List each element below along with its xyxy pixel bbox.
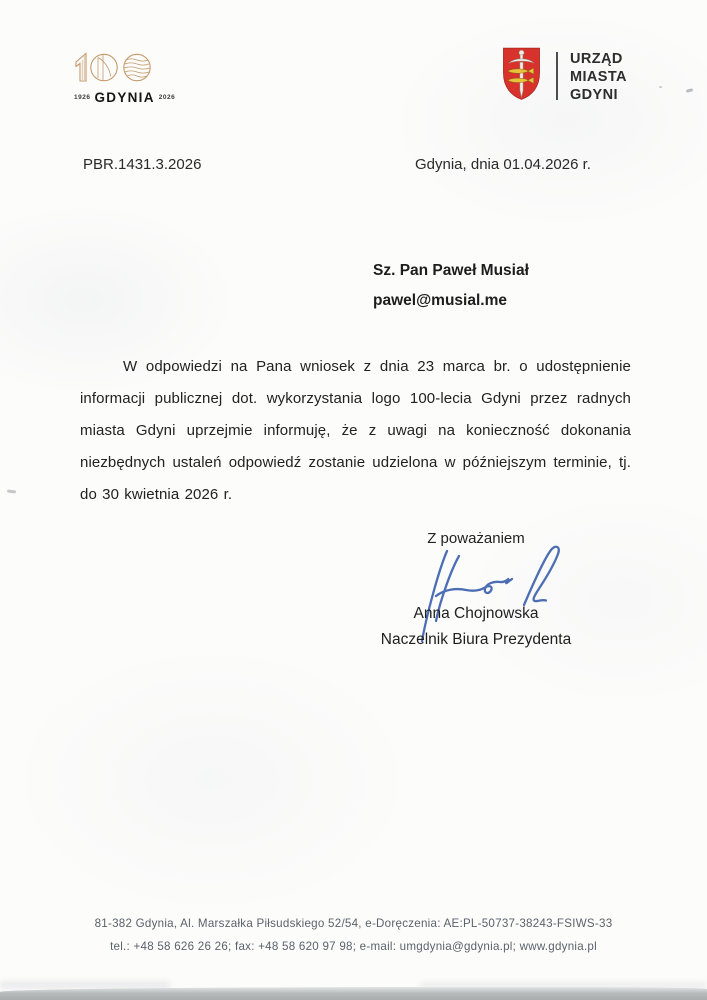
reference-number: PBR.1431.3.2026 <box>83 156 202 173</box>
office-name-line: MIASTA <box>570 69 627 85</box>
footer-line-2: tel.: +48 58 626 26 26; fax: +48 58 620 97 98; e-mail: umgdynia@gdynia.pl; www.gdynia.pl <box>110 940 597 953</box>
centennial-city: GDYNIA <box>94 90 155 105</box>
centennial-100-icon <box>74 48 174 84</box>
date-line: Gdynia, dnia 01.04.2026 r. <box>415 156 591 173</box>
scan-speck <box>659 86 662 88</box>
centennial-caption <box>74 90 184 105</box>
city-crest-icon <box>502 46 541 107</box>
header-divider <box>556 52 558 100</box>
closing-salutation: Z poważaniem <box>427 530 525 547</box>
scan-speck <box>686 88 694 93</box>
centennial-logo <box>74 48 184 105</box>
recipient-email: pawel@musial.me <box>373 292 507 309</box>
office-name <box>570 50 627 104</box>
scan-bottom-edge <box>0 987 707 1000</box>
scan-speck <box>7 489 16 493</box>
body-paragraph: W odpowiedzi na Pana wniosek z dnia 23 marca br. o udostępnienie informacji publicznej dot. wykorzystania logo 100-lecia Gdyni przez radnych miasta Gdyni uprzejmie informuję, że z uwagi na konieczność dokonania niezbędnych ustaleń odpowiedź zostanie udzielona w późniejszym terminie, tj. do 30 kwietnia 2026 r. <box>80 358 631 503</box>
recipient-name: Sz. Pan Paweł Musiał <box>373 262 529 279</box>
recipient-block <box>373 256 529 316</box>
signer-title: Naczelnik Biura Prezydenta <box>380 631 572 648</box>
office-name-line: URZĄD <box>570 51 623 67</box>
footer-line-1: 81-382 Gdynia, Al. Marszałka Piłsudskiego 52/54, e-Doręczenia: AE:PL-50737-38243-FSIWS-33 <box>94 917 613 930</box>
centennial-year-left: 1926 <box>74 94 91 101</box>
signer-name: Anna Chojnowska <box>413 605 539 622</box>
office-name-line: GDYNI <box>570 87 618 103</box>
centennial-year-right: 2026 <box>158 94 176 101</box>
footer-contact <box>0 912 707 958</box>
